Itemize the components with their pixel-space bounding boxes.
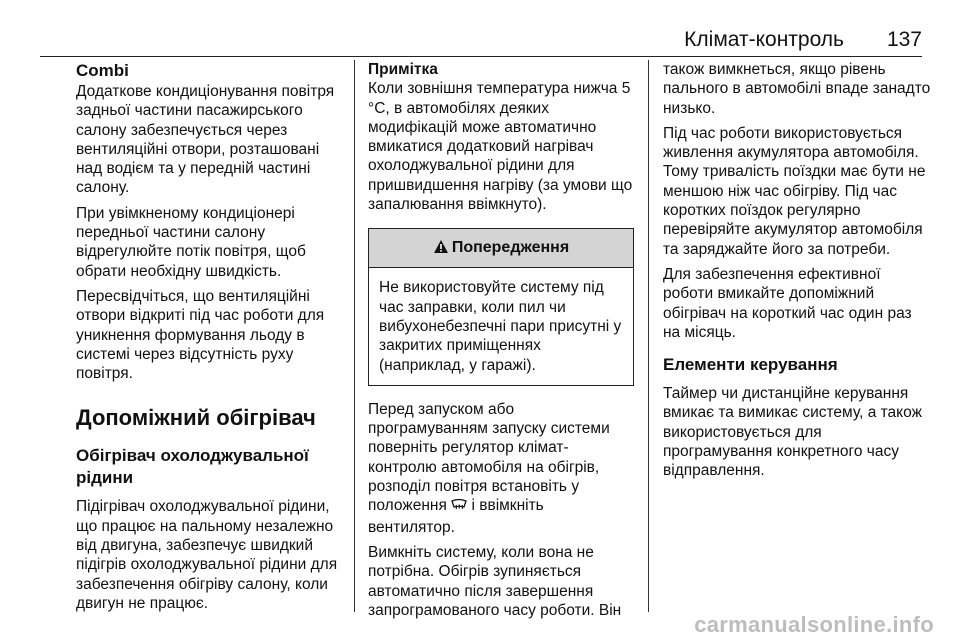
combi-paragraph-3: Пересвідчіться, що вентиляційні отвори відкриті під час роботи для уникнення формування льоду в системі через відсутність руху повітря. [76,287,325,383]
column-divider [354,60,355,612]
column-middle [368,60,634,626]
page-number: 137 [886,28,922,51]
coolant-heater-paragraph: Підігрівач охолоджувальної рідини, що працює на пальному незалежно від двигуна, забезпечує швидкий підігрів охолоджувальної рідини для забезпечення обігріву салону, коли двигун не працює. [76,498,338,612]
watermark: carmanualsonline.info [694,612,934,637]
column-divider [648,60,649,612]
controls-heading: Елементи керування [663,355,838,375]
shutdown-paragraph: Вимкніть систему, коли вона не потрібна. Обігрів зупиняється автоматично після завершення запрограмованого часу роботи. Він [368,543,622,619]
column-right [663,60,933,487]
column-left [76,60,348,619]
warning-text: Не використовуйте систему під час заправки, коли пил чи вибухонебезпечні пари присутні у закритих приміщеннях (наприклад, у гаражі). [379,279,622,374]
note-title: Примітка [368,61,438,78]
battery-paragraph: Під час роботи використовується живлення акумулятора автомобіля. Тому тривалість поїздки має бути не меншою ніж час обігріву. Під час коротких поїздок регулярно перевіряйте акумулятор автомобіля та заряджайте його за потреби. [663,124,926,258]
combi-paragraph-1: Додаткове кондиціонування повітря задньої частини пасажирського салону забезпечується через вентиляційні отвори, розташовані над водієм та у передній частині салону. [76,83,335,197]
page-title: Клімат-контроль [684,28,844,51]
monthly-paragraph: Для забезпечення ефективної роботи вмикайте допоміжний обігрівач на короткий час один раз на місяць. [663,265,912,341]
prestart-paragraph: Перед запуском або програмуванням запуску системи поверніть регулятор клімат-контролю автомобіля на обігрів, розподіл повітря встановіть у положення і ввімкніть вентилятор. [368,400,610,536]
coolant-heater-heading: Обігрівач охолоджувальної рідини [76,446,309,488]
aux-heater-heading: Допоміжний обігрівач [76,405,316,431]
warning-box [368,228,634,385]
warning-header [369,229,633,268]
warning-triangle-icon [433,231,449,269]
note-text: Коли зовнішня температура нижча 5 °C, в автомобілях деяких модифікацій може автоматично вмикатися додатковий нагрівач охолоджувальної рідини для пришвидшення нагріву (за умови що запалювання ввімкнуто). [368,80,633,214]
controls-paragraph: Таймер чи дистанційне керування вмикає та вимикає систему, а також використовується для програмування конкретного часу відправлення. [663,385,922,480]
windscreen-heat-icon [451,498,467,517]
combi-paragraph-2: При увімкненому кондиціонері передньої частини салону відрегулюйте потік повітря, щоб обрати необхідну швидкість. [76,204,306,280]
page-header [40,26,922,57]
fuel-paragraph: також вимкнеться, якщо рівень пального в автомобілі впаде занадто низько. [663,61,931,117]
warning-title: Попередження [451,239,570,257]
combi-heading: Combi [76,61,129,80]
